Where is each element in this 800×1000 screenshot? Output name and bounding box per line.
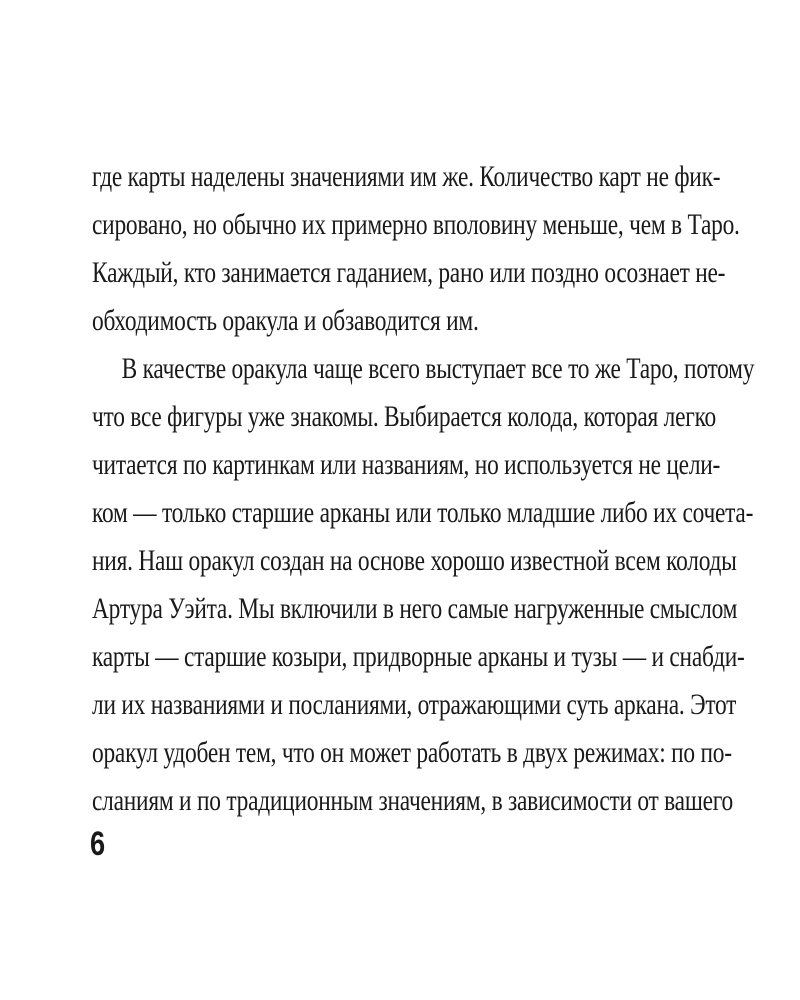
text-line: ком — только старшие арканы или только младшие либо их сочета- [92,496,754,529]
paragraph-start-line: В качестве оракула чаще всего выступает все то же Таро, потому [121,352,755,385]
text-line: где карты наделены значениями им же. Количество карт не фик- [92,160,721,193]
text-line: обходимость оракула и обзаводится им. [92,304,479,337]
text-line: ли их названиями и посланиями, отражающими суть аркана. Этот [92,688,737,721]
text-line: Каждый, кто занимается гаданием, рано или поздно осознает не- [92,256,726,289]
text-line: оракул удобен тем, что он может работать в двух режимах: по по- [92,736,732,769]
body-text [92,153,755,825]
text-line: карты — старшие козыри, придворные арканы и тузы — и снабди- [92,640,745,673]
text-line: что все фигуры уже знакомы. Выбирается колода, которая легко [92,400,717,433]
text-line: сланиям и по традиционным значениям, в зависимости от вашего [92,784,734,817]
text-line: сировано, но обычно их примерно вполовину меньше, чем в Таро. [92,208,740,241]
text-line: ния. Наш оракул создан на основе хорошо известной всем колоды [92,544,737,577]
text-line: Артура Уэйта. Мы включили в него самые нагруженные смыслом [92,592,738,625]
text-line: читается по картинкам или названиям, но используется не цели- [92,448,721,481]
page-number: 6 [90,825,106,863]
